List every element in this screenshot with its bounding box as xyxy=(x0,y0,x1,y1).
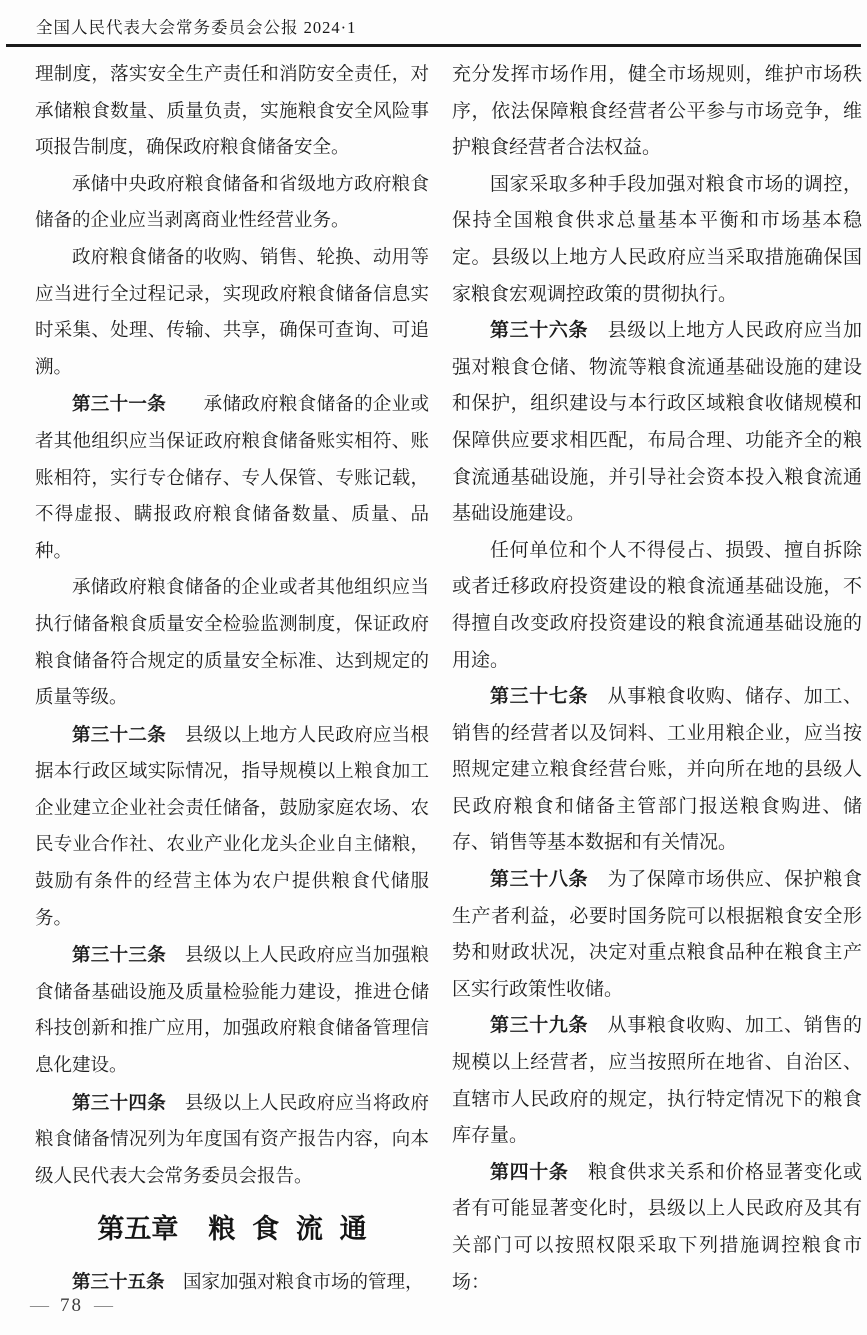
chapter-heading xyxy=(35,1209,429,1249)
article-number: 第三十二条 xyxy=(72,723,167,745)
article-number: 第三十五条 xyxy=(72,1271,165,1293)
article-number: 第三十八条 xyxy=(490,869,589,891)
right-column xyxy=(452,57,862,1301)
article-paragraph xyxy=(452,1155,862,1301)
article-text: 县级以上人民政府应当将政府粮食储备情况列为年度国有资产报告内容，向本级人民代表大会常务委员会报告。 xyxy=(35,1093,429,1187)
page-number: 78 xyxy=(60,1295,83,1316)
article-paragraph xyxy=(452,862,862,1008)
article-number: 第三十一条 xyxy=(72,393,167,415)
article-text: 为了保障市场供应、保护粮食生产者利益，必要时国务院可以根据粮食安全形势和财政状况，决定对重点粮食品种在粮食主产区实行政策性收储。 xyxy=(452,869,862,1000)
page-footer xyxy=(30,1294,113,1318)
paragraph: 国家采取多种手段加强对粮食市场的调控，保持全国粮食供求总量基本平衡和市场基本稳定。县级以上地方人民政府应当采取措施确保国家粮食宏观调控政策的贯彻执行。 xyxy=(452,173,862,305)
article-number: 第三十四条 xyxy=(72,1091,167,1113)
paragraph: 承储政府粮食储备的企业或者其他组织应当执行储备粮食质量安全检验监测制度，保证政府粮食储备符合规定的质量安全标准、达到规定的质量等级。 xyxy=(35,578,429,709)
paragraph-continuation: 充分发挥市场作用，健全市场规则，维护市场秩序，依法保障粮食经营者公平参与市场竞争，维护粮食经营者合法权益。 xyxy=(452,64,862,159)
footer-dash-left: — xyxy=(30,1295,49,1316)
article-text: 从事粮食收购、储存、加工、销售的经营者以及饲料、工业用粮企业，应当按照规定建立粮食经营台账，并向所在地的县级人民政府粮食和储备主管部门报送粮食购进、储存、销售等基本数据和有关情况。 xyxy=(452,686,862,854)
article-text: 承储政府粮食储备的企业或者其他组织应当保证政府粮食储备账实相符、账账相符，实行专仓储存、专人保管、专账记载，不得虚报、瞒报政府粮食储备数量、质量、品种。 xyxy=(35,395,429,562)
article-number: 第三十三条 xyxy=(72,944,167,966)
article-paragraph xyxy=(35,1085,429,1196)
article-paragraph xyxy=(35,937,429,1084)
paragraph: 承储中央政府粮食储备和省级地方政府粮食储备的企业应当剥离商业性经营业务。 xyxy=(35,174,429,232)
article-text: 粮食供求关系和价格显著变化或者有可能显著变化时，县级以上人民政府及其有关部门可以按照权限采取下列措施调控粮食市场： xyxy=(452,1161,862,1293)
article-number: 第三十九条 xyxy=(490,1015,589,1037)
chapter-number: 第五章 xyxy=(97,1214,179,1245)
paragraph: 政府粮食储备的收购、销售、轮换、动用等应当进行全过程记录，实现政府粮食储备信息实时采集、处理、传输、共享，确保可查询、可追溯。 xyxy=(35,247,429,378)
article-text: 从事粮食收购、加工、销售的规模以上经营者，应当按照所在地省、自治区、直辖市人民政府的规定，执行特定情况下的粮食库存量。 xyxy=(452,1015,862,1147)
article-paragraph xyxy=(452,1008,862,1154)
gazette-header-title: 全国人民代表大会常务委员会公报 2024·1 xyxy=(36,18,357,37)
article-text: 县级以上地方人民政府应当加强对粮食仓储、物流等粮食流通基础设施的建设和保护，组织建设与本行政区域粮食收储规模和保障供应要求相匹配，布局合理、功能齐全的粮食流通基础设施，并引导社会资本投入粮食流通基础设施建设。 xyxy=(452,320,862,525)
chapter-title: 粮食流通 xyxy=(208,1214,384,1245)
paragraph: 任何单位和个人不得侵占、损毁、擅自拆除或者迁移政府投资建设的粮食流通基础设施，不得擅自改变政府投资建设的粮食流通基础设施的用途。 xyxy=(452,539,862,671)
article-paragraph xyxy=(35,717,429,938)
article-text: 国家加强对粮食市场的管理， xyxy=(164,1273,424,1294)
article-number: 第三十七条 xyxy=(490,686,589,708)
article-number: 第三十六条 xyxy=(490,320,589,342)
article-number: 第四十条 xyxy=(490,1161,569,1183)
article-text: 县级以上地方人民政府应当根据本行政区域实际情况，指导规模以上粮食加工企业建立企业社会责任储备，鼓励家庭农场、农民专业合作社、农业产业化龙头企业自主储粮，鼓励有条件的经营主体为农户提供粮食代储服务。 xyxy=(35,725,429,929)
header-divider-rule xyxy=(6,44,861,47)
left-column xyxy=(35,57,429,1302)
article-paragraph xyxy=(452,679,862,862)
article-paragraph xyxy=(452,313,862,533)
footer-dash-right: — xyxy=(94,1295,113,1316)
paragraph-continuation: 理制度，落实安全生产责任和消防安全责任，对承储粮食数量、质量负责，实施粮食安全风险事项报告制度，确保政府粮食储备安全。 xyxy=(35,65,429,159)
article-text: 县级以上人民政府应当加强粮食储备基础设施及质量检验能力建设，推进仓储科技创新和推广应用，加强政府粮食储备管理信息化建设。 xyxy=(35,946,429,1077)
article-paragraph xyxy=(35,386,429,570)
